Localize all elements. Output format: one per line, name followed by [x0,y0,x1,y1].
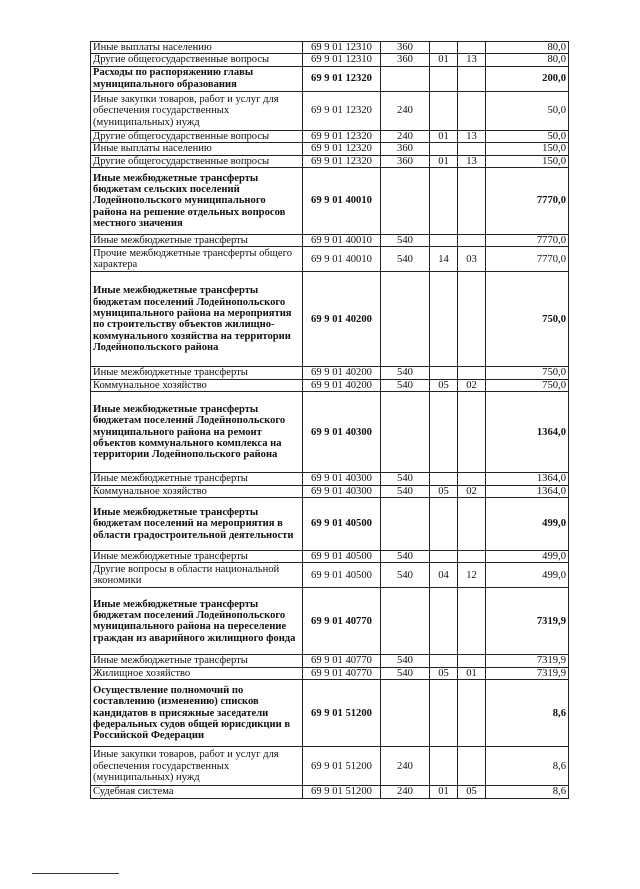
row-subsection-cell: 13 [458,155,486,167]
row-code-cell: 69 9 01 40200 [303,272,381,367]
row-name-cell: Другие вопросы в области национальной экономики [91,563,303,588]
row-expense-type-cell: 540 [381,563,430,588]
row-amount-cell: 499,0 [486,563,569,588]
table-row [91,379,569,391]
row-subsection-cell [458,392,486,473]
row-code-cell: 69 9 01 12310 [303,42,381,54]
row-amount-cell: 150,0 [486,143,569,155]
row-amount-cell: 50,0 [486,91,569,130]
row-section-cell [430,551,458,563]
row-expense-type-cell: 540 [381,367,430,379]
row-expense-type-cell: 360 [381,143,430,155]
row-section-cell: 14 [430,247,458,272]
row-code-cell: 69 9 01 40500 [303,498,381,551]
table-row [91,143,569,155]
row-name-cell: Иные межбюджетные трансферты бюджетам поселений Лодейнопольского муниципального района на ремонт объектов коммунального комплекса на территории Лодейнопольского района [91,392,303,473]
row-code-cell: 69 9 01 40300 [303,392,381,473]
row-code-cell: 69 9 01 40010 [303,235,381,247]
row-amount-cell: 80,0 [486,54,569,66]
row-expense-type-cell: 540 [381,551,430,563]
row-section-cell: 01 [430,130,458,142]
row-subsection-cell: 02 [458,379,486,391]
row-name-cell: Иные межбюджетные трансферты [91,551,303,563]
budget-table-body [91,42,569,799]
row-amount-cell: 7770,0 [486,168,569,235]
row-subsection-cell: 13 [458,130,486,142]
table-row [91,786,569,798]
table-row [91,235,569,247]
table-row [91,272,569,367]
row-code-cell: 69 9 01 12320 [303,155,381,167]
row-section-cell [430,367,458,379]
row-expense-type-cell: 540 [381,485,430,497]
row-subsection-cell: 12 [458,563,486,588]
row-expense-type-cell: 360 [381,54,430,66]
row-subsection-cell [458,143,486,155]
row-name-cell: Иные межбюджетные трансферты бюджетам поселений на мероприятия в области градостроительной деятельности [91,498,303,551]
row-subsection-cell [458,588,486,655]
row-code-cell: 69 9 01 40770 [303,667,381,679]
row-subsection-cell [458,498,486,551]
table-row [91,485,569,497]
row-name-cell: Иные межбюджетные трансферты [91,473,303,485]
row-section-cell: 01 [430,54,458,66]
row-section-cell: 05 [430,667,458,679]
row-amount-cell: 1364,0 [486,485,569,497]
row-amount-cell: 750,0 [486,272,569,367]
row-amount-cell: 499,0 [486,551,569,563]
table-row [91,588,569,655]
budget-table [90,41,569,799]
table-row [91,247,569,272]
row-code-cell: 69 9 01 40770 [303,655,381,667]
row-amount-cell: 1364,0 [486,392,569,473]
row-name-cell: Расходы по распоряжению главы муниципального образования [91,66,303,91]
table-row [91,551,569,563]
row-code-cell: 69 9 01 12320 [303,143,381,155]
footnote-separator [32,873,119,874]
row-expense-type-cell: 540 [381,235,430,247]
row-section-cell [430,168,458,235]
row-code-cell: 69 9 01 40010 [303,168,381,235]
row-name-cell: Судебная система [91,786,303,798]
table-row [91,498,569,551]
row-section-cell: 04 [430,563,458,588]
row-subsection-cell: 05 [458,786,486,798]
row-code-cell: 69 9 01 40200 [303,379,381,391]
row-expense-type-cell: 240 [381,786,430,798]
row-code-cell: 69 9 01 40770 [303,588,381,655]
row-name-cell: Коммунальное хозяйство [91,379,303,391]
row-subsection-cell [458,272,486,367]
row-code-cell: 69 9 01 40500 [303,551,381,563]
row-name-cell: Иные межбюджетные трансферты [91,235,303,247]
row-section-cell [430,747,458,786]
row-expense-type-cell [381,588,430,655]
row-code-cell: 69 9 01 12320 [303,130,381,142]
row-name-cell: Другие общегосударственные вопросы [91,130,303,142]
row-expense-type-cell [381,66,430,91]
row-amount-cell: 7770,0 [486,247,569,272]
row-section-cell [430,66,458,91]
row-name-cell: Иные межбюджетные трансферты бюджетам сельских поселений Лодейнопольского муниципального района на решение отдельных вопросов местного значения [91,168,303,235]
table-row [91,54,569,66]
row-expense-type-cell [381,272,430,367]
row-section-cell [430,272,458,367]
row-code-cell: 69 9 01 12320 [303,66,381,91]
table-row [91,473,569,485]
table-row [91,66,569,91]
row-subsection-cell [458,235,486,247]
row-name-cell: Жилищное хозяйство [91,667,303,679]
row-subsection-cell [458,66,486,91]
table-row [91,747,569,786]
row-subsection-cell: 13 [458,54,486,66]
row-section-cell [430,392,458,473]
row-code-cell: 69 9 01 51200 [303,747,381,786]
table-row [91,91,569,130]
row-expense-type-cell: 540 [381,473,430,485]
row-section-cell [430,680,458,747]
row-name-cell: Иные межбюджетные трансферты бюджетам поселений Лодейнопольского муниципального района на мероприятия по строительству объектов жилищно-коммунального хозяйства на территории Лодейнопольского района [91,272,303,367]
row-subsection-cell: 01 [458,667,486,679]
row-expense-type-cell: 240 [381,130,430,142]
row-name-cell: Другие общегосударственные вопросы [91,54,303,66]
row-code-cell: 69 9 01 40300 [303,485,381,497]
row-section-cell: 01 [430,786,458,798]
row-expense-type-cell [381,168,430,235]
row-name-cell: Иные закупки товаров, работ и услуг для обеспечения государственных (муниципальных) нужд [91,91,303,130]
row-subsection-cell: 02 [458,485,486,497]
row-expense-type-cell: 360 [381,42,430,54]
row-expense-type-cell: 540 [381,655,430,667]
row-amount-cell: 50,0 [486,130,569,142]
row-section-cell [430,143,458,155]
row-name-cell: Иные выплаты населению [91,42,303,54]
table-row [91,155,569,167]
row-expense-type-cell: 240 [381,747,430,786]
row-name-cell: Иные межбюджетные трансферты [91,367,303,379]
row-subsection-cell [458,655,486,667]
row-name-cell: Иные выплаты населению [91,143,303,155]
row-section-cell: 05 [430,485,458,497]
row-section-cell: 01 [430,155,458,167]
row-amount-cell: 7319,9 [486,667,569,679]
row-section-cell [430,42,458,54]
row-subsection-cell [458,473,486,485]
row-name-cell: Прочие межбюджетные трансферты общего характера [91,247,303,272]
row-amount-cell: 200,0 [486,66,569,91]
row-amount-cell: 499,0 [486,498,569,551]
table-row [91,392,569,473]
row-expense-type-cell: 540 [381,667,430,679]
row-name-cell: Иные межбюджетные трансферты [91,655,303,667]
table-row [91,367,569,379]
table-row [91,655,569,667]
row-code-cell: 69 9 01 51200 [303,786,381,798]
row-expense-type-cell: 540 [381,379,430,391]
row-name-cell: Коммунальное хозяйство [91,485,303,497]
row-amount-cell: 7319,9 [486,655,569,667]
row-amount-cell: 8,6 [486,680,569,747]
row-subsection-cell [458,42,486,54]
row-subsection-cell [458,551,486,563]
row-section-cell [430,235,458,247]
row-subsection-cell [458,680,486,747]
row-expense-type-cell: 240 [381,91,430,130]
table-row [91,563,569,588]
row-name-cell: Иные закупки товаров, работ и услуг для обеспечения государственных (муниципальных) нужд [91,747,303,786]
row-section-cell [430,473,458,485]
row-section-cell [430,498,458,551]
row-amount-cell: 750,0 [486,367,569,379]
row-section-cell [430,91,458,130]
row-expense-type-cell [381,392,430,473]
row-expense-type-cell [381,498,430,551]
table-row [91,130,569,142]
row-name-cell: Иные межбюджетные трансферты бюджетам поселений Лодейнопольского муниципального района на переселение граждан из аварийного жилищного фонда [91,588,303,655]
row-code-cell: 69 9 01 40500 [303,563,381,588]
table-row [91,667,569,679]
row-code-cell: 69 9 01 51200 [303,680,381,747]
row-code-cell: 69 9 01 40300 [303,473,381,485]
row-amount-cell: 750,0 [486,379,569,391]
row-expense-type-cell: 540 [381,247,430,272]
row-amount-cell: 8,6 [486,786,569,798]
row-name-cell: Осуществление полномочий по составлению (изменению) списков кандидатов в присяжные заседатели федеральных судов общей юрисдикции в Российской Федерации [91,680,303,747]
row-amount-cell: 80,0 [486,42,569,54]
row-name-cell: Другие общегосударственные вопросы [91,155,303,167]
row-subsection-cell: 03 [458,247,486,272]
row-subsection-cell [458,367,486,379]
row-section-cell [430,588,458,655]
table-row [91,42,569,54]
row-amount-cell: 150,0 [486,155,569,167]
row-subsection-cell [458,747,486,786]
row-code-cell: 69 9 01 12310 [303,54,381,66]
table-row [91,168,569,235]
row-subsection-cell [458,91,486,130]
row-amount-cell: 8,6 [486,747,569,786]
row-amount-cell: 7319,9 [486,588,569,655]
row-code-cell: 69 9 01 12320 [303,91,381,130]
row-section-cell [430,655,458,667]
row-expense-type-cell: 360 [381,155,430,167]
row-code-cell: 69 9 01 40010 [303,247,381,272]
row-expense-type-cell [381,680,430,747]
row-amount-cell: 1364,0 [486,473,569,485]
row-amount-cell: 7770,0 [486,235,569,247]
row-code-cell: 69 9 01 40200 [303,367,381,379]
table-row [91,680,569,747]
row-section-cell: 05 [430,379,458,391]
row-subsection-cell [458,168,486,235]
